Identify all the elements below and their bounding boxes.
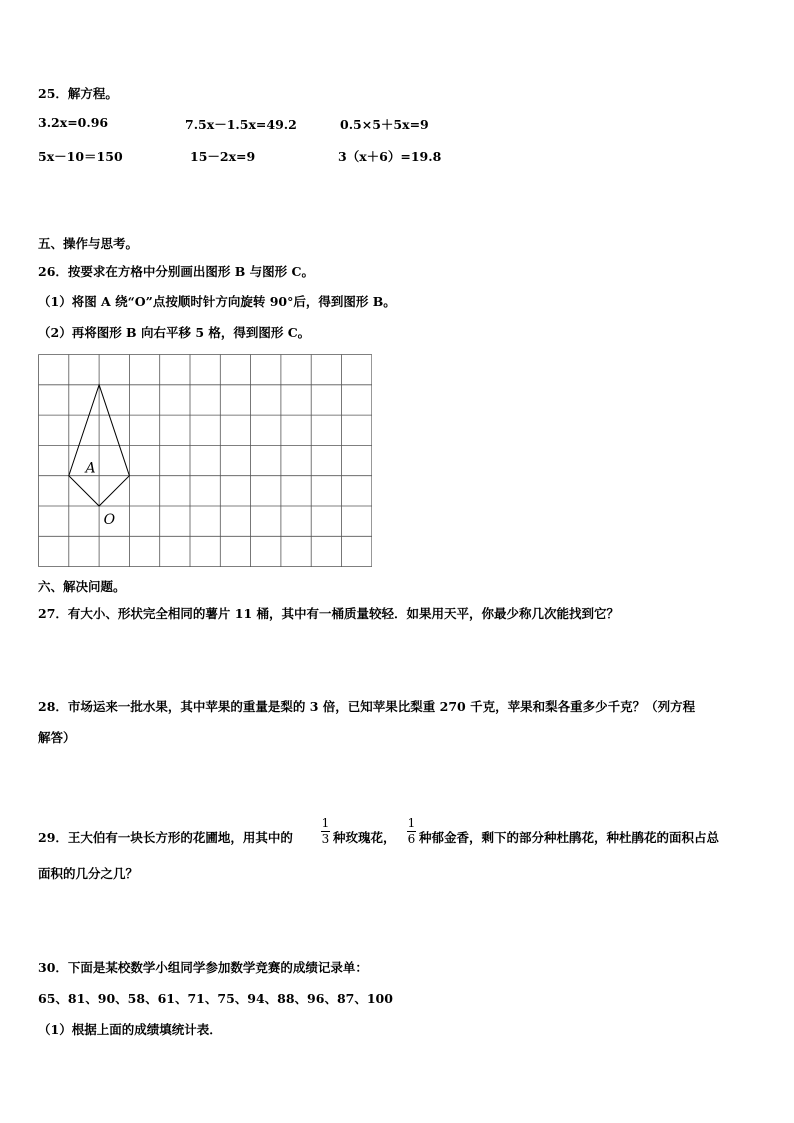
q28-line2: 解答）	[38, 730, 76, 745]
fraction-2-denominator: 6	[407, 832, 416, 846]
fraction-2-numerator: 1	[407, 816, 416, 830]
q25-title: 25．解方程。	[38, 86, 118, 101]
equation-6: 3（x＋6）=19.8	[338, 149, 442, 164]
q30-title: 30．下面是某校数学小组同学参加数学竞赛的成绩记录单：	[38, 960, 368, 975]
fraction-one-sixth	[407, 817, 416, 846]
label-a: A	[85, 460, 96, 477]
equation-2: 7.5x－1.5x=49.2	[185, 117, 297, 132]
equation-1: 3.2x=0.96	[38, 115, 109, 130]
q28-line1: 28．市场运来一批水果，其中苹果的重量是梨的 3 倍，已知苹果比梨重 270 千克，苹果和梨各重多少千克？（列方程	[38, 699, 696, 714]
q29-line2: 面积的几分之几？	[38, 866, 139, 881]
grid-svg	[38, 354, 372, 567]
q29-part-c: 种郁金香，剩下的部分种杜鹃花，种杜鹃花的面积占总	[419, 830, 720, 845]
q30-part1: （1）根据上面的成绩填统计表．	[38, 1022, 222, 1037]
label-o: O	[103, 512, 116, 529]
fraction-1-denominator: 3	[321, 832, 330, 846]
q30-scores: 65、81、90、58、61、71、75、94、88、96、87、100	[38, 991, 393, 1006]
equation-4: 5x－10＝150	[38, 149, 123, 164]
equation-5: 15－2x=9	[190, 149, 256, 164]
drawing-grid[interactable]	[38, 354, 372, 567]
q29-part-b: 种玫瑰花，	[333, 830, 396, 845]
q26-title: 26．按要求在方格中分别画出图形 B 与图形 C。	[38, 264, 314, 279]
q26-part1: （1）将图 A 绕“O”点按顺时针方向旋转 90°后，得到图形 B。	[38, 294, 396, 309]
equation-3: 0.5×5＋5x=9	[340, 117, 429, 132]
section-5-heading: 五、操作与思考。	[38, 236, 139, 251]
section-6-heading: 六、解决问题。	[38, 579, 126, 594]
fraction-one-third	[321, 817, 330, 846]
q26-part2: （2）再将图形 B 向右平移 5 格，得到图形 C。	[38, 325, 311, 340]
q27-text: 27．有大小、形状完全相同的薯片 11 桶，其中有一桶质量较轻．如果用天平，你最少称几次能找到它？	[38, 606, 619, 621]
fraction-1-numerator: 1	[321, 816, 330, 830]
q29-part-a: 29．王大伯有一块长方形的花圃地，用其中的	[38, 830, 293, 845]
